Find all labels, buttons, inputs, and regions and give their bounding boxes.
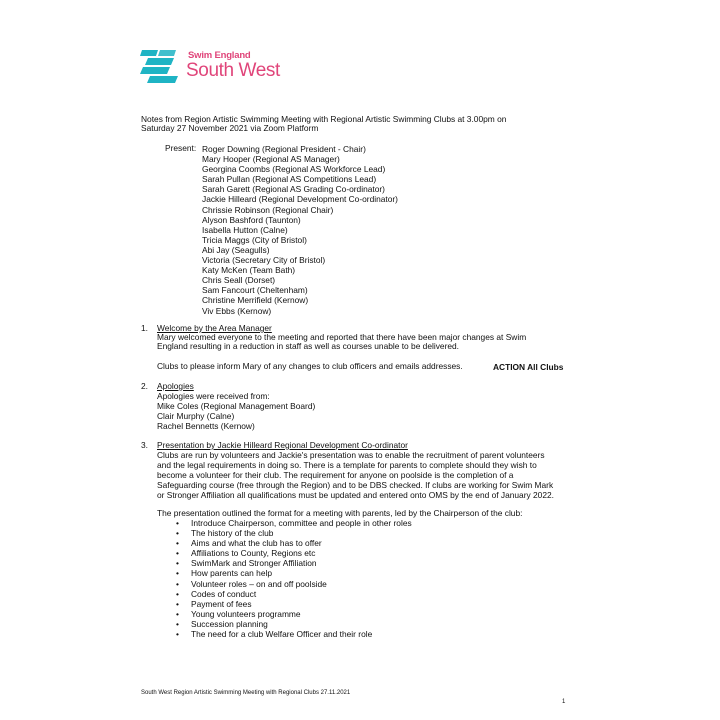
list-item [176,619,412,629]
attendee: Abi Jay (Seagulls) [202,244,270,255]
bullet-icon: • [176,568,179,579]
bullet-icon: • [176,558,179,569]
logo-big-text: South West [186,60,280,81]
list-item [176,558,412,568]
bullet-icon: • [176,548,179,559]
present-label: Present: [165,143,197,153]
section-3-line: Safeguarding course (free through the Region) and to be DBS checked. If clubs are working for Swim Mark [157,480,554,491]
section-1-request: Clubs to please inform Mary of any changes to club officers and emails addresses. [157,361,463,371]
section-3-line: or Stronger Affiliation all qualifications must be updated and entered onto OMS by the end of January 2022. [157,490,554,501]
bullet-text: Aims and what the club has to offer [191,538,322,549]
bullet-text: Codes of conduct [191,588,257,599]
attendee: Chrissie Robinson (Regional Chair) [202,204,334,215]
section-3-line: Clubs are run by volunteers and Jackie's presentation was to enable the recruitment of parent volunteers [157,450,545,460]
attendee: Christine Merrifield (Kernow) [202,295,309,306]
apology-line: Mike Coles (Regional Management Board) [157,401,316,412]
section-1-body [157,333,526,351]
attendee: Chris Seall (Dorset) [202,275,276,286]
action-all-clubs: ACTION All Clubs [493,362,564,372]
bullet-icon: • [176,598,179,609]
attendee: Isabella Hutton (Calne) [202,224,288,235]
list-item [176,518,412,528]
bullet-text: The history of the club [191,528,274,539]
bullet-icon: • [176,608,179,619]
swim-england-logo [140,46,310,86]
apology-line: Clair Murphy (Calne) [157,411,235,422]
bullet-text: Volunteer roles – on and off poolside [191,578,327,589]
intro-line-2: Saturday 27 November 2021 via Zoom Platform [141,123,319,134]
section-3-number: 3. [141,440,148,450]
attendee: Tricia Maggs (City of Bristol) [202,234,307,245]
apology-line: Rachel Bennetts (Kernow) [157,421,255,432]
list-item [176,589,412,599]
section-3-line: and the legal requirements in doing so. There is a template for parents to complete should they wish to [157,460,537,471]
attendee: Viv Ebbs (Kernow) [202,305,272,316]
section-3-line: become a volunteer for their club. The requirement for anyone on poolside is the completion of a [157,470,514,481]
page-number: 1 [562,699,566,705]
list-item [176,609,412,619]
attendee: Victoria (Secretary City of Bristol) [202,255,326,266]
section-1-number: 1. [141,323,148,333]
section-3-title: Presentation by Jackie Hilleard Regional Development Co-ordinator [157,440,408,450]
section-2-title: Apologies [157,381,194,391]
meeting-intro [141,115,506,133]
attendee: Sarah Garett (Regional AS Grading Co-ordinator) [202,184,385,195]
bullet-text: The need for a club Welfare Officer and their role [191,629,373,640]
list-item [176,568,412,578]
swim-waves-logo-mark [140,46,180,84]
bullet-icon: • [176,578,179,589]
bullet-text: Young volunteers programme [191,608,301,619]
attendee-list [202,144,398,316]
bullet-text: Succession planning [191,618,268,629]
section-3-body [157,450,554,500]
bullet-icon: • [176,618,179,629]
page-footer: South West Region Artistic Swimming Meeting with Regional Clubs 27.11.2021 [141,690,351,696]
section-3-outline: The presentation outlined the format for a meeting with parents, led by the Chairperson of the club: [157,508,523,518]
attendee: Katy McKen (Team Bath) [202,265,296,276]
bullet-text: SwimMark and Stronger Affiliation [191,558,317,569]
logo-small-text: Swim England [188,50,251,61]
section-1-line: Mary welcomed everyone to the meeting and reported that there have been major changes at Swim [157,332,527,342]
bullet-icon: • [176,588,179,599]
bullet-text: Payment of fees [191,598,252,609]
attendee: Sam Fancourt (Cheltenham) [202,285,308,296]
section-1-line: England resulting in a reduction in staff as well as courses unable to be delivered. [157,341,459,352]
bullet-icon: • [176,518,179,528]
bullet-text: Introduce Chairperson, committee and people in other roles [191,518,412,528]
section-2-body [157,391,315,431]
list-item [176,579,412,589]
section-1-title: Welcome by the Area Manager [157,323,272,333]
bullet-icon: • [176,528,179,539]
list-item [176,599,412,609]
intro-line-1: Notes from Region Artistic Swimming Meeting with Regional Artistic Swimming Clubs at 3.00pm on [141,114,507,124]
list-item [176,629,412,639]
attendee: Sarah Pullan (Regional AS Competitions Lead) [202,174,377,185]
bullet-icon: • [176,538,179,549]
presentation-outline-list [176,518,412,639]
attendee: Alyson Bashford (Taunton) [202,214,301,225]
attendee: Jackie Hilleard (Regional Development Co-ordinator) [202,194,398,205]
bullet-icon: • [176,629,179,640]
list-item [176,528,412,538]
attendee: Roger Downing (Regional President - Chair) [202,144,366,154]
list-item [176,538,412,548]
list-item [176,548,412,558]
section-2-number: 2. [141,381,148,391]
attendee: Georgina Coombs (Regional AS Workforce Lead) [202,164,386,175]
attendee: Mary Hooper (Regional AS Manager) [202,154,340,165]
bullet-text: How parents can help [191,568,273,579]
apology-line: Apologies were received from: [157,391,270,401]
bullet-text: Affiliations to County, Regions etc [191,548,316,559]
